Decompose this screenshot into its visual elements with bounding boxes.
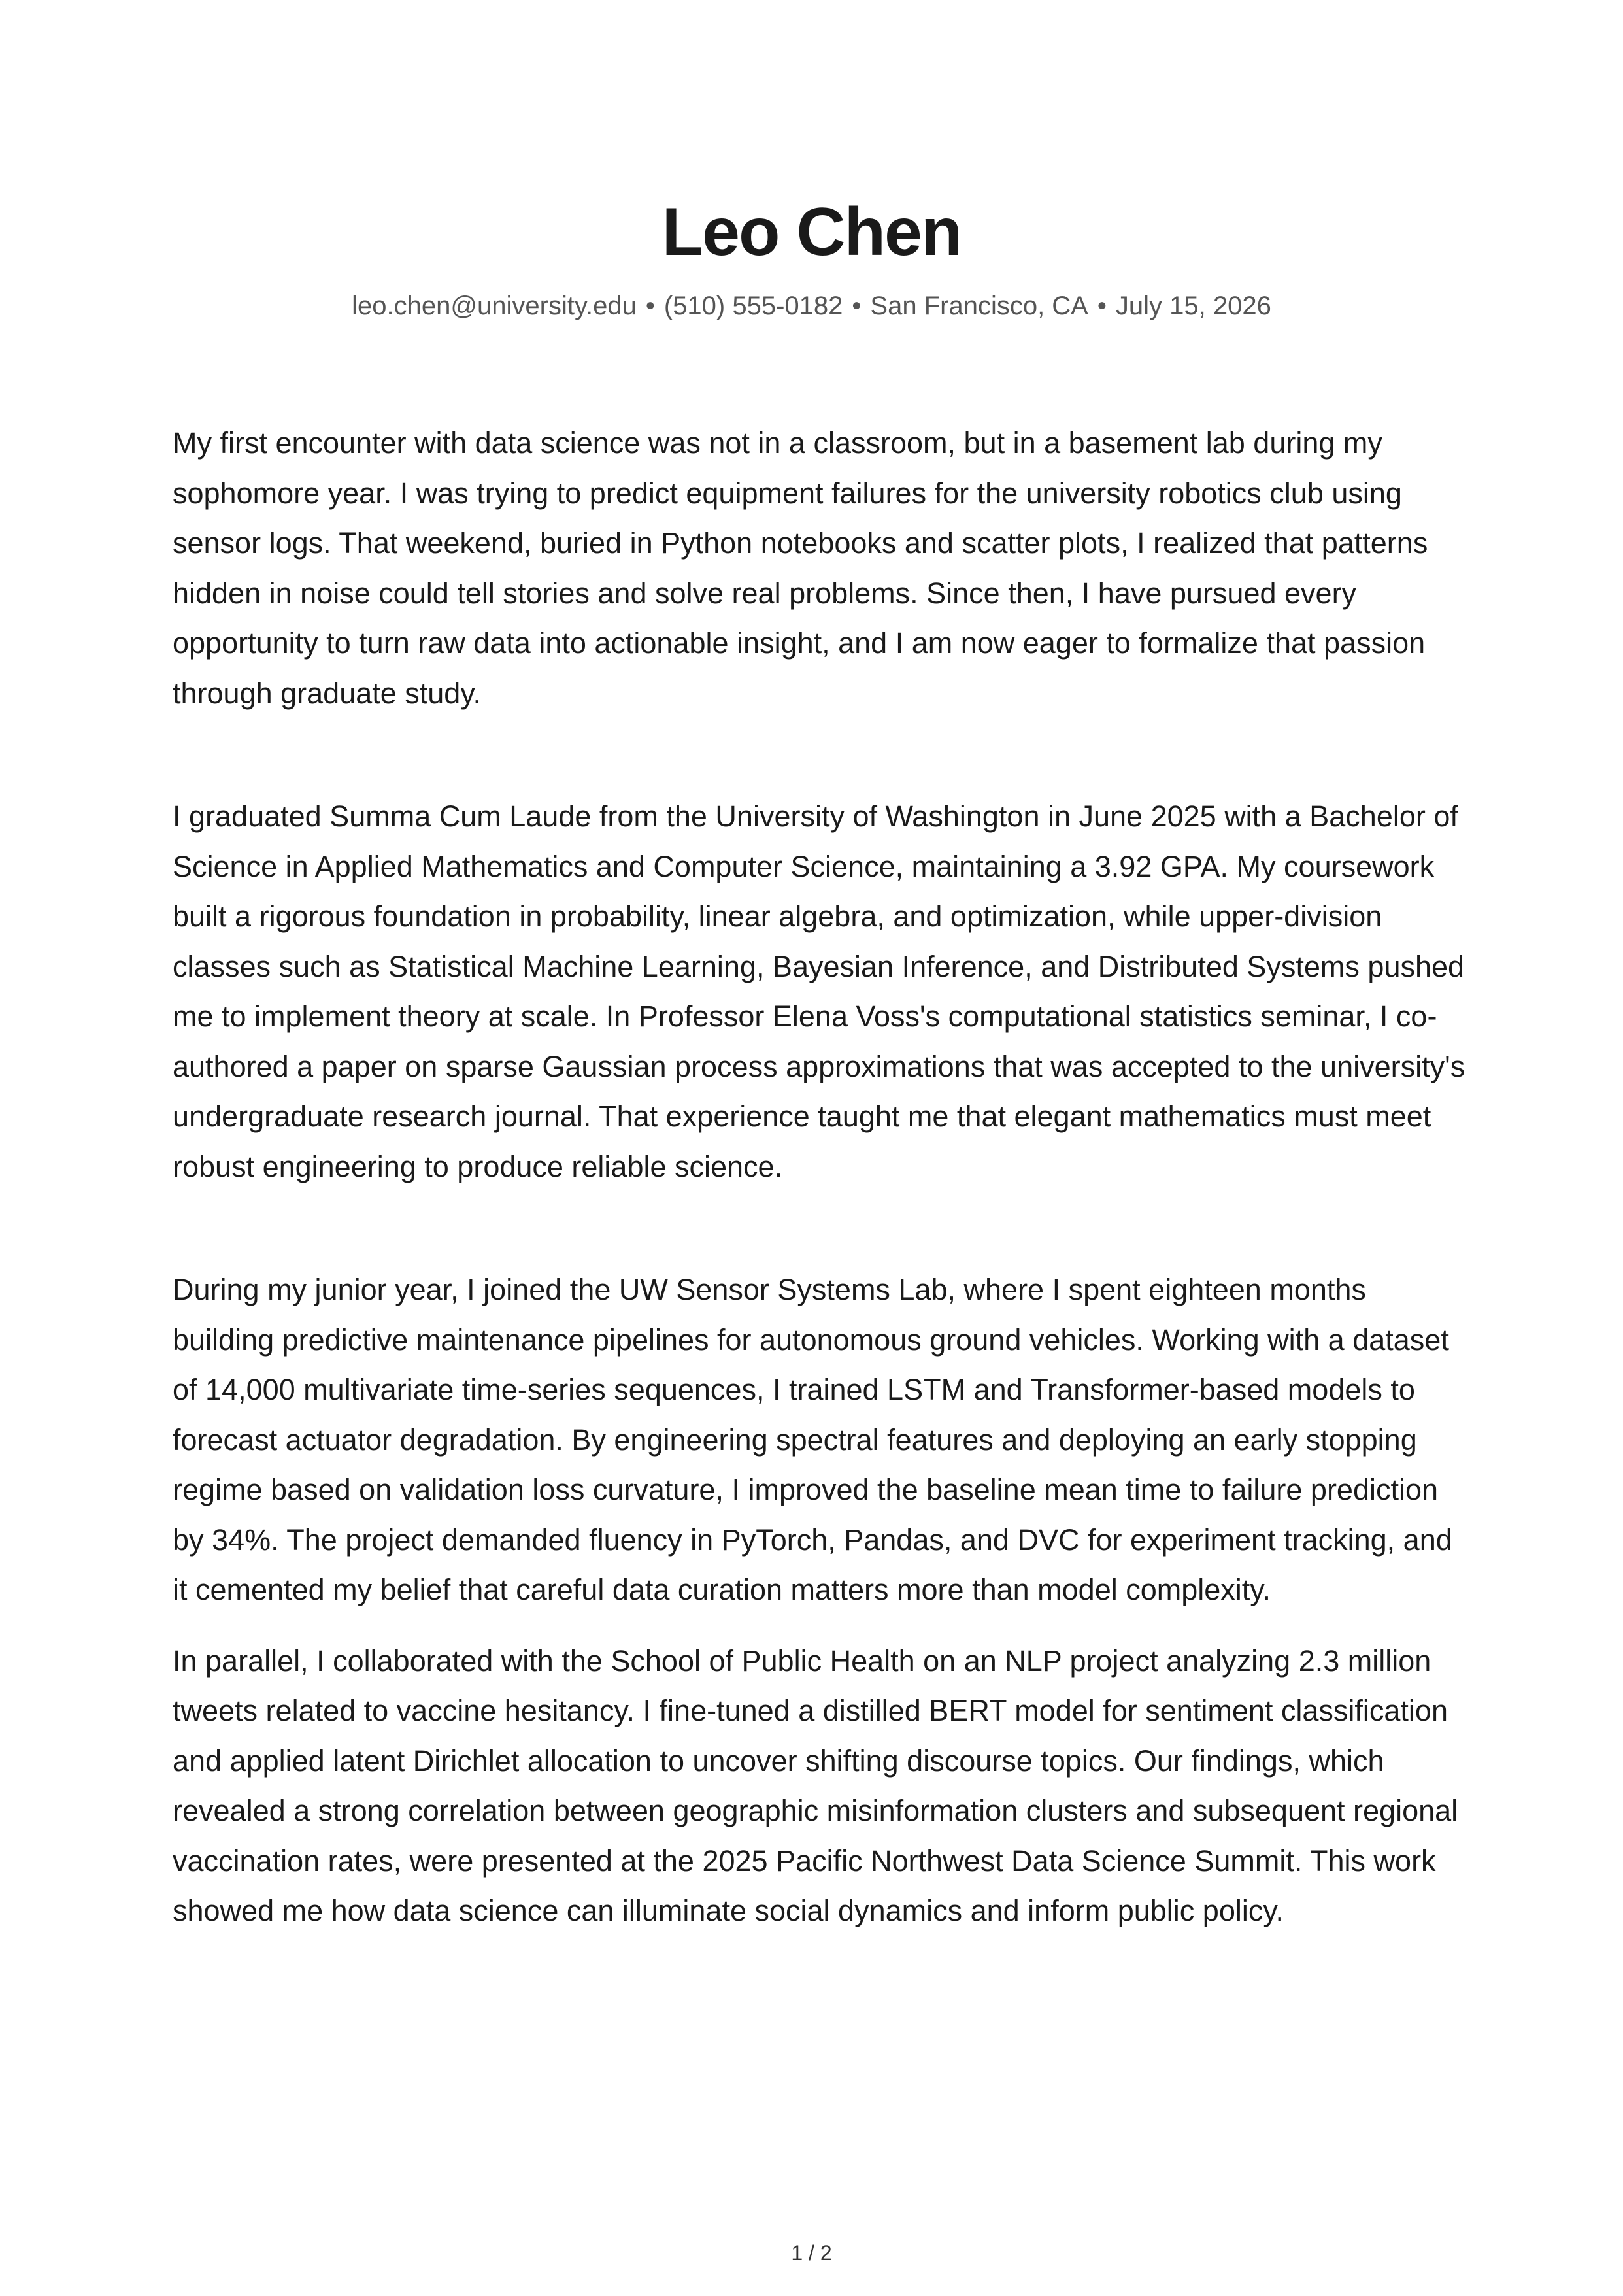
paragraph-nlp-project: In parallel, I collaborated with the School of Public Health on an NLP project analyzing 2.3 million tweets related to vaccine hesitancy. I fine-tuned a distilled BERT model for sentiment classification and applied latent Dirichlet allocation to uncover shifting discourse topics. Our findings, which revealed a strong correlation between geographic misinformation clusters and subsequent regional vaccination rates, were presented at the 2025 Pacific Northwest Data Science Summit. This work showed me how data science can illuminate social dynamics and inform public policy. (173, 1644, 1458, 1927)
paragraph-introduction: My first encounter with data science was not in a classroom, but in a basement lab during my sophomore year. I was trying to predict equipment failures for the university robotics club using sensor logs. That weekend, buried in Python notebooks and scatter plots, I realized that patterns hidden in noise could tell stories and solve real problems. Since then, I have pursued every opportunity to turn raw data into actionable insight, and I am now eager to formalize that passion through graduate study. (173, 426, 1428, 710)
contact-email: leo.chen@university.edu (352, 292, 637, 320)
contact-line (0, 289, 1623, 323)
letter-header (0, 190, 1623, 323)
contact-separator: • (852, 292, 862, 320)
paragraph-education: I graduated Summa Cum Laude from the University of Washington in June 2025 with a Bachelor of Science in Applied Mathematics and Computer Science, maintaining a 3.92 GPA. My coursework built a rigorous foundation in probability, linear algebra, and optimization, while upper-division classes such as Statistical Machine Learning, Bayesian Inference, and Distributed Systems pushed me to implement theory at scale. In Professor Elena Voss's computational statistics seminar, I co-authored a paper on sparse Gaussian process approximations that was accepted to the university's undergraduate research journal. That experience taught me that elegant mathematics must meet robust engineering to produce reliable science. (173, 800, 1465, 1183)
contact-phone: (510) 555-0182 (663, 292, 843, 320)
contact-separator: • (1097, 292, 1107, 320)
letter-body (173, 418, 1467, 1936)
paragraph-research-lab: During my junior year, I joined the UW Sensor Systems Lab, where I spent eighteen months building predictive maintenance pipelines for autonomous ground vehicles. Working with a dataset of 14,000 multivariate time-series sequences, I trained LSTM and Transformer-based models to forecast actuator degradation. By engineering spectral features and deploying an early stopping regime based on validation loss curvature, I improved the baseline mean time to failure prediction by 34%. The project demanded fluency in PyTorch, Pandas, and DVC for experiment tracking, and it cemented my belief that careful data curation matters more than model complexity. (173, 1273, 1452, 1606)
contact-separator: • (645, 292, 655, 320)
author-name: Leo Chen (661, 194, 962, 270)
page-number: 1 / 2 (791, 2241, 832, 2265)
letter-date: July 15, 2026 (1115, 292, 1271, 320)
contact-location: San Francisco, CA (870, 292, 1088, 320)
